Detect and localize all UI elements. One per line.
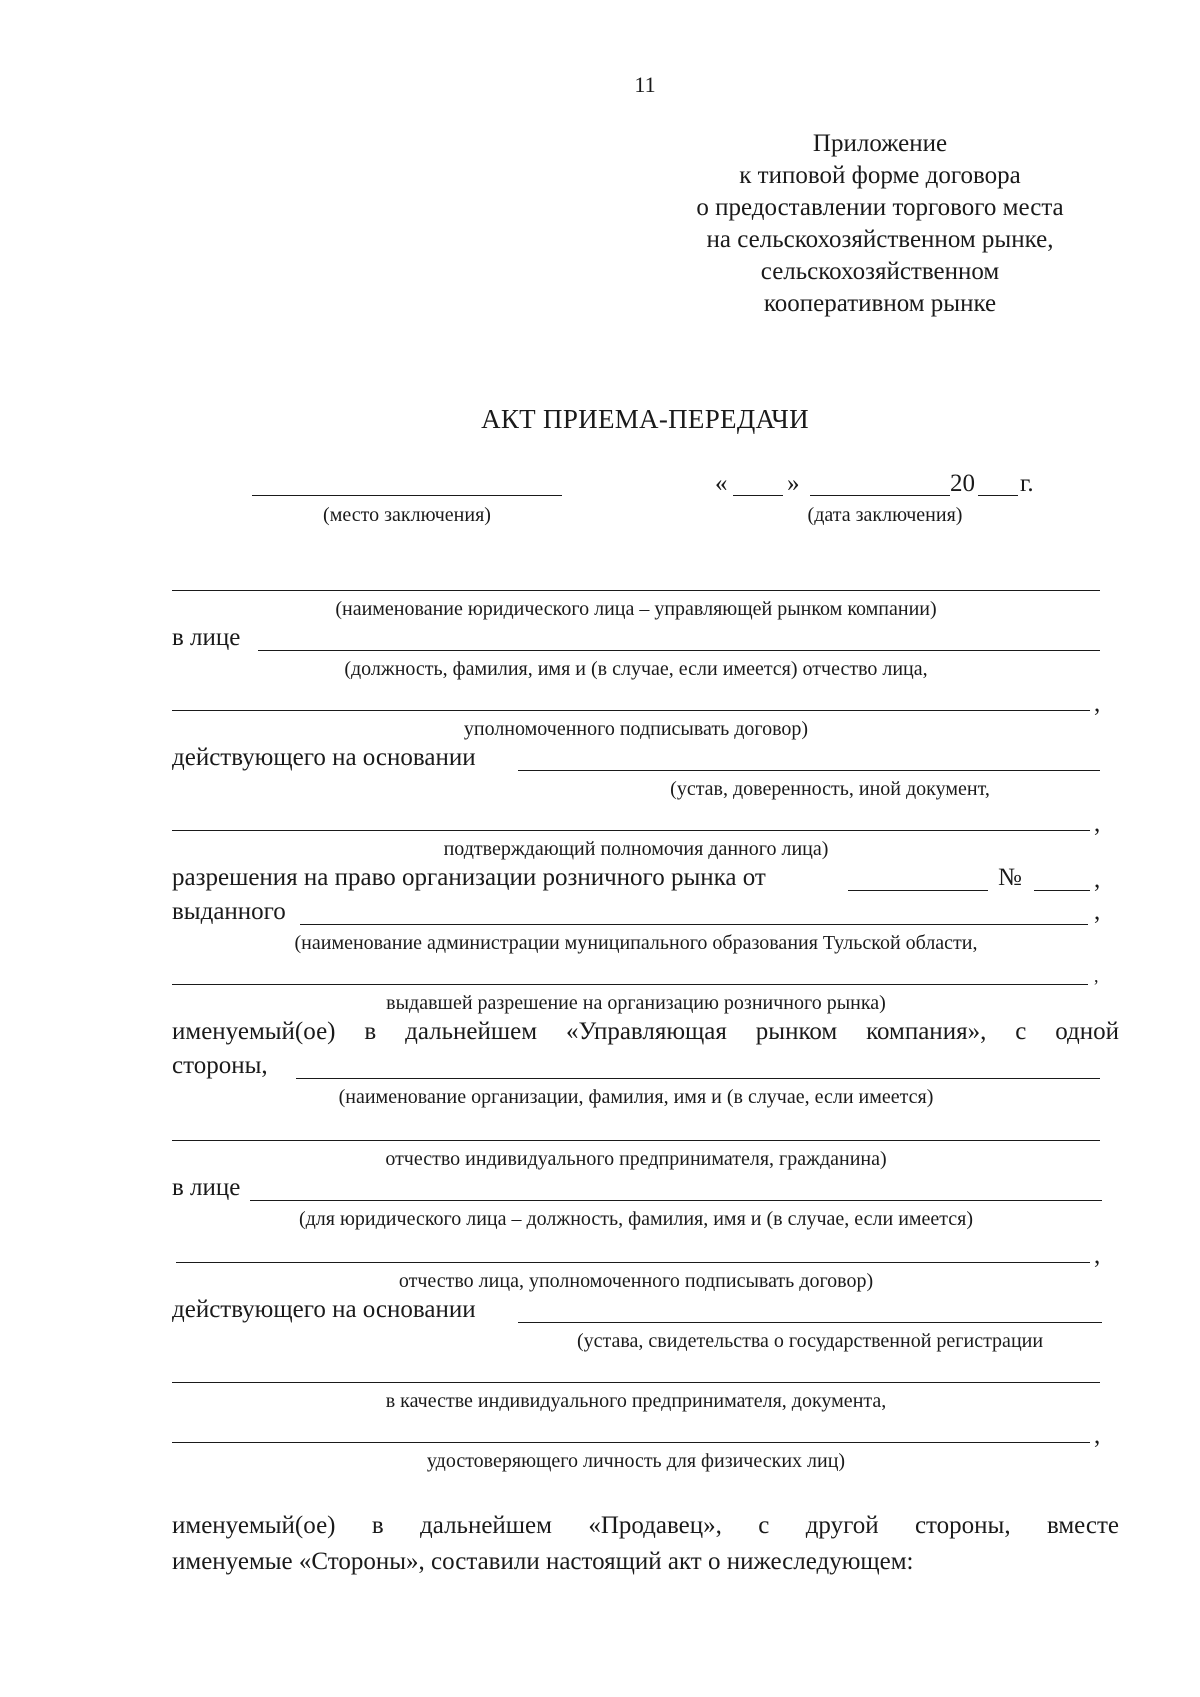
date-month-blank: [810, 495, 950, 496]
caption-administration: (наименование администрации муниципального образования Тульской области,: [294, 932, 978, 954]
permit-number-sign: №: [998, 864, 1022, 891]
caption-company-name: (наименование юридического лица – управляющей рынком компании): [335, 598, 937, 620]
comma: ,: [1094, 810, 1101, 837]
comma: ,: [1094, 690, 1101, 717]
document-title: АКТ ПРИЕМА-ПЕРЕДАЧИ: [481, 404, 809, 434]
final-paragraph-line-1: именуемый(ое) в дальнейшем «Продавец», с другой стороны, вместе: [172, 1512, 1119, 1539]
comma: ,: [1094, 866, 1101, 893]
issued-label: выданного: [172, 898, 286, 925]
basis-blank-2b: [172, 1382, 1100, 1383]
caption-representative-1: (должность, фамилия, имя и (в случае, если имеется) отчество лица,: [344, 658, 928, 680]
appendix-line: Приложение: [812, 130, 948, 157]
date-year-suffix: г.: [1020, 470, 1034, 497]
permit-number-blank: [1034, 890, 1090, 891]
comma: ,: [1094, 1242, 1101, 1269]
issuer-blank-b: [172, 984, 1088, 985]
caption-identity-document: удостоверяющего личность для физических лиц): [426, 1450, 846, 1472]
date-caption: (дата заключения): [807, 504, 963, 526]
representative-blank-2: [250, 1200, 1102, 1201]
seller-name-blank: [296, 1078, 1100, 1079]
date-day-blank: [733, 495, 783, 496]
comma: ,: [1094, 966, 1099, 986]
issuer-blank: [300, 924, 1088, 925]
caption-seller-patronymic: отчество индивидуального предпринимателя, гражданина): [385, 1148, 887, 1170]
other-side-label: стороны,: [172, 1052, 268, 1079]
representative-blank-2b: [176, 1262, 1090, 1263]
page-number: 11: [634, 72, 656, 97]
date-year-blank: [978, 495, 1018, 496]
permit-date-blank: [848, 890, 988, 891]
comma: ,: [1094, 1422, 1101, 1449]
appendix-line: кооперативном рынке: [763, 290, 997, 317]
caption-basis-1: (устав, доверенность, иной документ,: [670, 778, 990, 800]
basis-blank-1b: [172, 830, 1090, 831]
in-person-label-1: в лице: [172, 624, 241, 651]
caption-authorized-2: отчество лица, уполномоченного подписывать договор): [398, 1270, 874, 1292]
date-open-quote: «: [715, 470, 728, 497]
caption-issuing-authority: выдавшей разрешение на организацию розничного рынка): [386, 992, 886, 1014]
comma: ,: [1094, 898, 1101, 925]
caption-authorized-1: уполномоченного подписывать договор): [463, 718, 809, 740]
in-person-label-2: в лице: [172, 1174, 241, 1201]
date-year-prefix: 20: [950, 470, 975, 497]
acting-basis-label-2: действующего на основании: [172, 1296, 476, 1323]
appendix-line: на сельскохозяйственном рынке,: [706, 226, 1054, 253]
caption-representative-2: (для юридического лица – должность, фамилия, имя и (в случае, если имеется): [298, 1208, 974, 1230]
basis-blank-2c: [172, 1442, 1090, 1443]
caption-powers: подтверждающий полномочия данного лица): [443, 838, 829, 860]
company-name-blank: [172, 590, 1100, 591]
place-caption: (место заключения): [323, 504, 491, 526]
final-paragraph-line-2: именуемые «Стороны», составили настоящий акт о нижеследующем:: [172, 1548, 914, 1575]
representative-blank-1b: [172, 710, 1090, 711]
permit-label: разрешения на право организации розничного рынка от: [172, 864, 766, 891]
caption-individual-entrepreneur: в качестве индивидуального предпринимателя, документа,: [385, 1390, 887, 1412]
basis-blank-2: [518, 1322, 1102, 1323]
named-company-line: именуемый(ое) в дальнейшем «Управляющая рынком компания», с одной: [172, 1018, 1119, 1045]
date-close-quote: »: [787, 470, 800, 497]
acting-basis-label-1: действующего на основании: [172, 744, 476, 771]
seller-name-blank-b: [172, 1140, 1100, 1141]
appendix-line: к типовой форме договора: [739, 162, 1021, 189]
appendix-header: [660, 128, 1100, 320]
caption-basis-2: (устава, свидетельства о государственной регистрации: [576, 1330, 1044, 1352]
basis-blank-1: [518, 770, 1100, 771]
caption-seller-name: (наименование организации, фамилия, имя и (в случае, если имеется): [338, 1086, 934, 1108]
representative-blank-1: [258, 650, 1100, 651]
appendix-line: о предоставлении торгового места: [696, 194, 1064, 221]
appendix-line: сельскохозяйственном: [760, 258, 1000, 285]
place-blank: [252, 495, 562, 496]
